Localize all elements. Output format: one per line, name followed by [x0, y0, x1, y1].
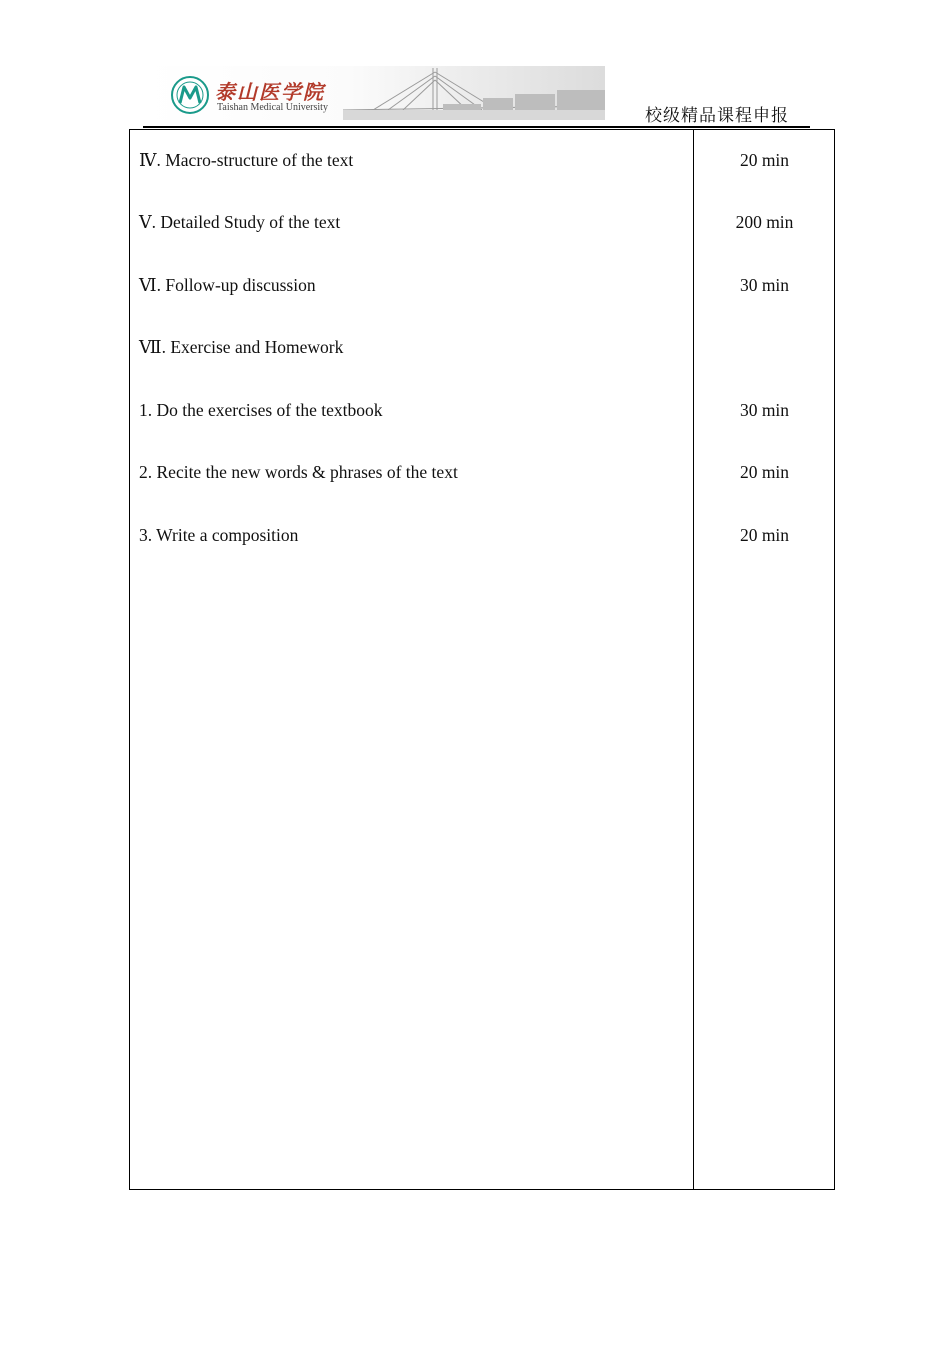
- table-row: [130, 337, 834, 367]
- row-time: 30 min: [739, 400, 790, 420]
- header-rule: [143, 126, 810, 128]
- row-item: Ⅶ. Exercise and Homework: [139, 337, 344, 357]
- row-time: 20 min: [739, 462, 790, 482]
- row-time: 20 min: [739, 150, 790, 170]
- row-item: 2. Recite the new words & phrases of the text: [139, 462, 458, 482]
- table-row: [130, 525, 834, 555]
- header-banner: [143, 66, 605, 120]
- university-name-en: Taishan Medical University: [217, 102, 328, 113]
- university-emblem-icon: [171, 76, 209, 114]
- row-item: 3. Write a composition: [139, 525, 299, 545]
- bridge-skyline-image: [143, 66, 605, 120]
- table-row: [130, 462, 834, 492]
- row-time: 200 min: [735, 212, 794, 232]
- row-time: 30 min: [739, 275, 790, 295]
- form-label: 校级精品课程申报: [645, 106, 789, 126]
- row-time: 20 min: [739, 525, 790, 545]
- university-name-cn: 泰山医学院: [215, 80, 325, 104]
- schedule-table: [129, 129, 835, 1190]
- row-item: Ⅵ. Follow-up discussion: [139, 275, 316, 295]
- row-item: 1. Do the exercises of the textbook: [139, 400, 383, 420]
- row-item: Ⅳ. Macro-structure of the text: [139, 150, 354, 170]
- table-row: [130, 150, 834, 180]
- table-row: [130, 400, 834, 430]
- row-item: Ⅴ. Detailed Study of the text: [139, 212, 341, 232]
- table-row: [130, 212, 834, 242]
- table-row: [130, 275, 834, 305]
